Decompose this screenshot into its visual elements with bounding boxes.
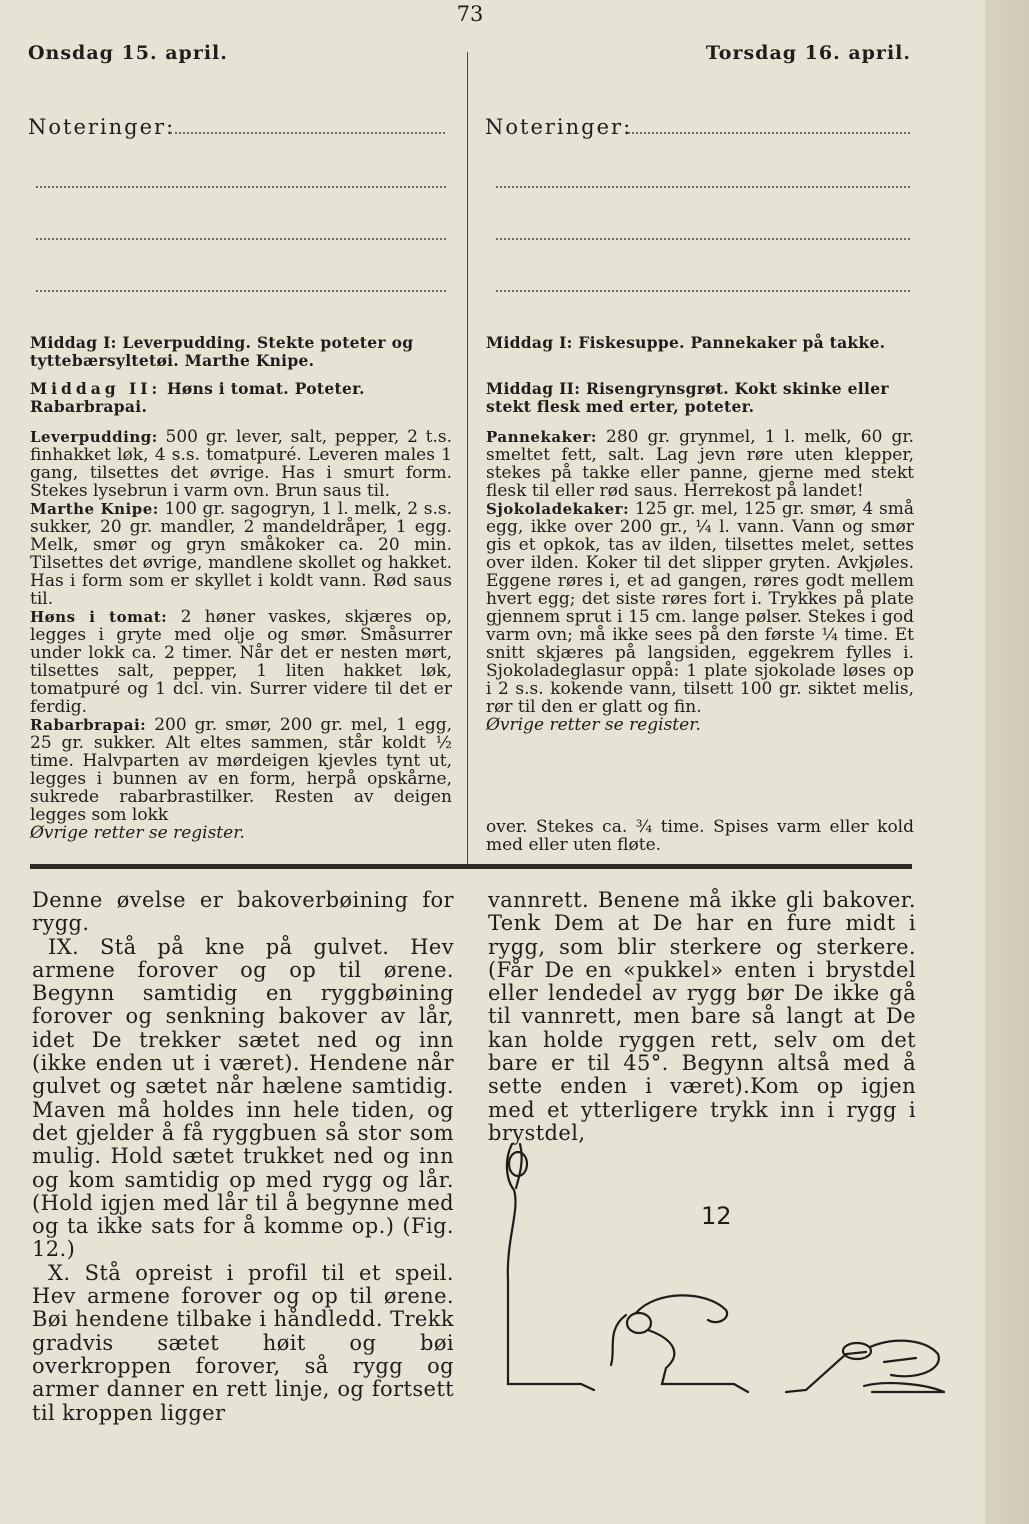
exercise-figure-drawing <box>486 1140 956 1410</box>
recipe-paragraph <box>30 608 452 716</box>
right-menu-2-label: Middag II: <box>486 379 581 398</box>
right-recipes <box>486 428 914 734</box>
recipe-text: 2 høner vaskes, skjæres op, legges i gryte med olje og smør. Småsurrer under lokk ca. 2 timer. Når det er nesten mørt, tilsettes salt, pepper, 1 liten hakket løk, tomatpuré og 1 dcl. vin. Surrer videre til det er ferdig. <box>30 607 452 717</box>
recipe-paragraph <box>486 500 914 716</box>
left-notes-line-3 <box>36 238 446 240</box>
exercise-paragraph: Denne øvelse er bakoverbøining for rygg. <box>32 888 454 936</box>
right-menu-1-text: Fiskesuppe. Pannekaker på takke. <box>578 333 886 352</box>
right-notes-line-1 <box>628 132 910 134</box>
recipe-paragraph <box>30 716 452 824</box>
left-notes-label: Noteringer: <box>28 115 176 139</box>
recipe-name: Sjokoladekaker: <box>486 500 630 518</box>
left-recipes <box>30 428 452 842</box>
recipe-name: Marthe Knipe: <box>30 500 159 518</box>
left-menu-1 <box>30 334 452 370</box>
recipe-paragraph <box>30 500 452 608</box>
recipe-text: 100 gr. sagogryn, 1 l. melk, 2 s.s. sukker, 20 gr. mandler, 2 mandeldråper, 1 egg. Melk, smør og gryn småkoker ca. 20 min. Tilsettes det øvrige, mandlene skollet og hakket. Has i form som er skyllet i koldt vann. Rød saus til. <box>30 499 453 609</box>
right-notes-label: Noteringer: <box>485 115 633 139</box>
left-notes-line-1 <box>170 132 445 134</box>
recipe-text: 280 gr. grynmel, 1 l. melk, 60 gr. smeltet fett, salt. Lag jevn røre uten klepper, stekes på takke eller panne, gjerne med stekt flesk til eller rød saus. Herrekost på landet! <box>486 427 915 501</box>
recipe-text: 500 gr. lever, salt, pepper, 2 t.s. finhakket løk, 4 s.s. tomatpuré. Leveren males 1 gang, tilsettes det øvrige. Has i smurt form. Stekes lysebrun i varm ovn. Brun saus til. <box>30 427 453 501</box>
exercise-paragraph: X. Stå opreist i profil til et speil. Hev armene forover og op til ørene. Bøi hendene tilbake i håndledd. Trekk gradvis sætet høit og bøi overkroppen forover, så rygg og armer danner en rett linje, og fortsett til kroppen ligger <box>32 1260 454 1425</box>
scan-edge <box>985 0 1029 1524</box>
recipe-name: Pannekaker: <box>486 428 597 446</box>
left-notes-line-4 <box>36 290 446 292</box>
recipe-name: Høns i tomat: <box>30 608 168 626</box>
figure-label: 12 <box>701 1202 732 1230</box>
right-notes-line-3 <box>496 238 910 240</box>
page-number: 73 <box>456 2 484 26</box>
recipe-text: 125 gr. mel, 125 gr. smør, 4 små egg, ikke over 200 gr., ¼ l. vann. Vann og smør gis et opkok, tas av ilden, tilsettes melet, settes over ilden. Koker til det slipper gryten. Avkjøles. Eggene røres i, et ad gangen, røres godt mellem hvert egg; det siste røres fort i. Trykkes på plate gjennem sprut i 15 cm. lange pølser. Stekes i god varm ovn; må ikke sees på den første ¼ time. Et snitt skjæres på langsiden, eggekrem fylles i. Sjokoladeglasur oppå: 1 plate sjokolade løses op i 2 s.s. kokende vann, tilsett 100 gr. siktet melis, rør til den er glatt og fin. <box>486 499 914 717</box>
right-menu-1 <box>486 334 914 352</box>
recipe-paragraph <box>30 428 452 500</box>
exercise-figure <box>486 1140 956 1410</box>
right-notes-line-2 <box>496 186 910 188</box>
right-continued-text <box>486 818 914 854</box>
column-divider <box>467 52 468 864</box>
exercise-right-column <box>488 889 916 1145</box>
left-menu-2 <box>30 380 452 416</box>
left-menu-2-label: Middag II: <box>30 379 162 398</box>
right-menu-2-text: Risengrynsgrøt. Kokt skinke eller stekt flesk med erter, poteter. <box>486 379 889 416</box>
other-dishes-note: Øvrige retter se register. <box>30 823 245 843</box>
left-notes-line-2 <box>36 186 446 188</box>
right-menu-2 <box>486 380 914 416</box>
right-day-heading: Torsdag 16. april. <box>705 42 911 64</box>
continued-paragraph: over. Stekes ca. ¾ time. Spises varm eller kold med eller uten fløte. <box>486 817 914 855</box>
other-dishes-note: Øvrige retter se register. <box>486 715 701 735</box>
recipe-name: Rabarbrapai: <box>30 716 147 734</box>
right-menu-1-label: Middag I: <box>486 333 573 352</box>
left-menu-1-label: Middag I: <box>30 333 117 352</box>
recipe-text: 200 gr. smør, 200 gr. mel, 1 egg, 25 gr. sukker. Alt eltes sammen, står koldt ½ time. Halvparten av mørdeigen kjevles tynt ut, legges i bunnen av en form, herpå opskårne, sukrede rabarbrastilker. Resten av deigen legges som lokk <box>30 715 452 825</box>
right-notes-line-4 <box>496 290 910 292</box>
recipe-paragraph <box>486 428 914 500</box>
left-menu-2-text: Høns i tomat. Poteter. Rabarbrapai. <box>30 379 365 416</box>
section-rule <box>30 864 912 869</box>
exercise-paragraph: vannrett. Benene må ikke gli bakover. Tenk Dem at De har en fure midt i rygg, som blir sterkere og sterkere. (Får De en «pukkel» enten i brystdel eller lendedel av rygg bør De ikke gå til vannrett, men bare så langt at De kan holde ryggen rett, selv om det bare er til 45°. Begynn altså med å sette enden i været).Kom op igjen med et ytterligere trykk inn i rygg i brystdel, <box>488 888 916 1145</box>
exercise-paragraph: IX. Stå på kne på gulvet. Hev armene forover og op til ørene. Begynn samtidig en ryggbøining forover og senkning bakover av lår, idet De trekker sætet ned og inn (ikke enden ut i været). Hendene når gulvet og sætet når hælene samtidig. Maven må holdes inn hele tiden, og det gjelder å få ryggbuen så stor som mulig. Hold sætet trukket ned og inn og kom samtidig op med rygg og lår. (Hold igjen med lår til å begynne med og ta ikke sats for å komme op.) (Fig. 12.) <box>32 934 454 1262</box>
recipe-name: Leverpudding: <box>30 428 158 446</box>
left-day-heading: Onsdag 15. april. <box>28 42 228 64</box>
left-menu-1-text: Leverpudding. Stekte poteter og tyttebærsyltetøi. Marthe Knipe. <box>30 333 414 370</box>
exercise-left-column <box>32 889 454 1425</box>
